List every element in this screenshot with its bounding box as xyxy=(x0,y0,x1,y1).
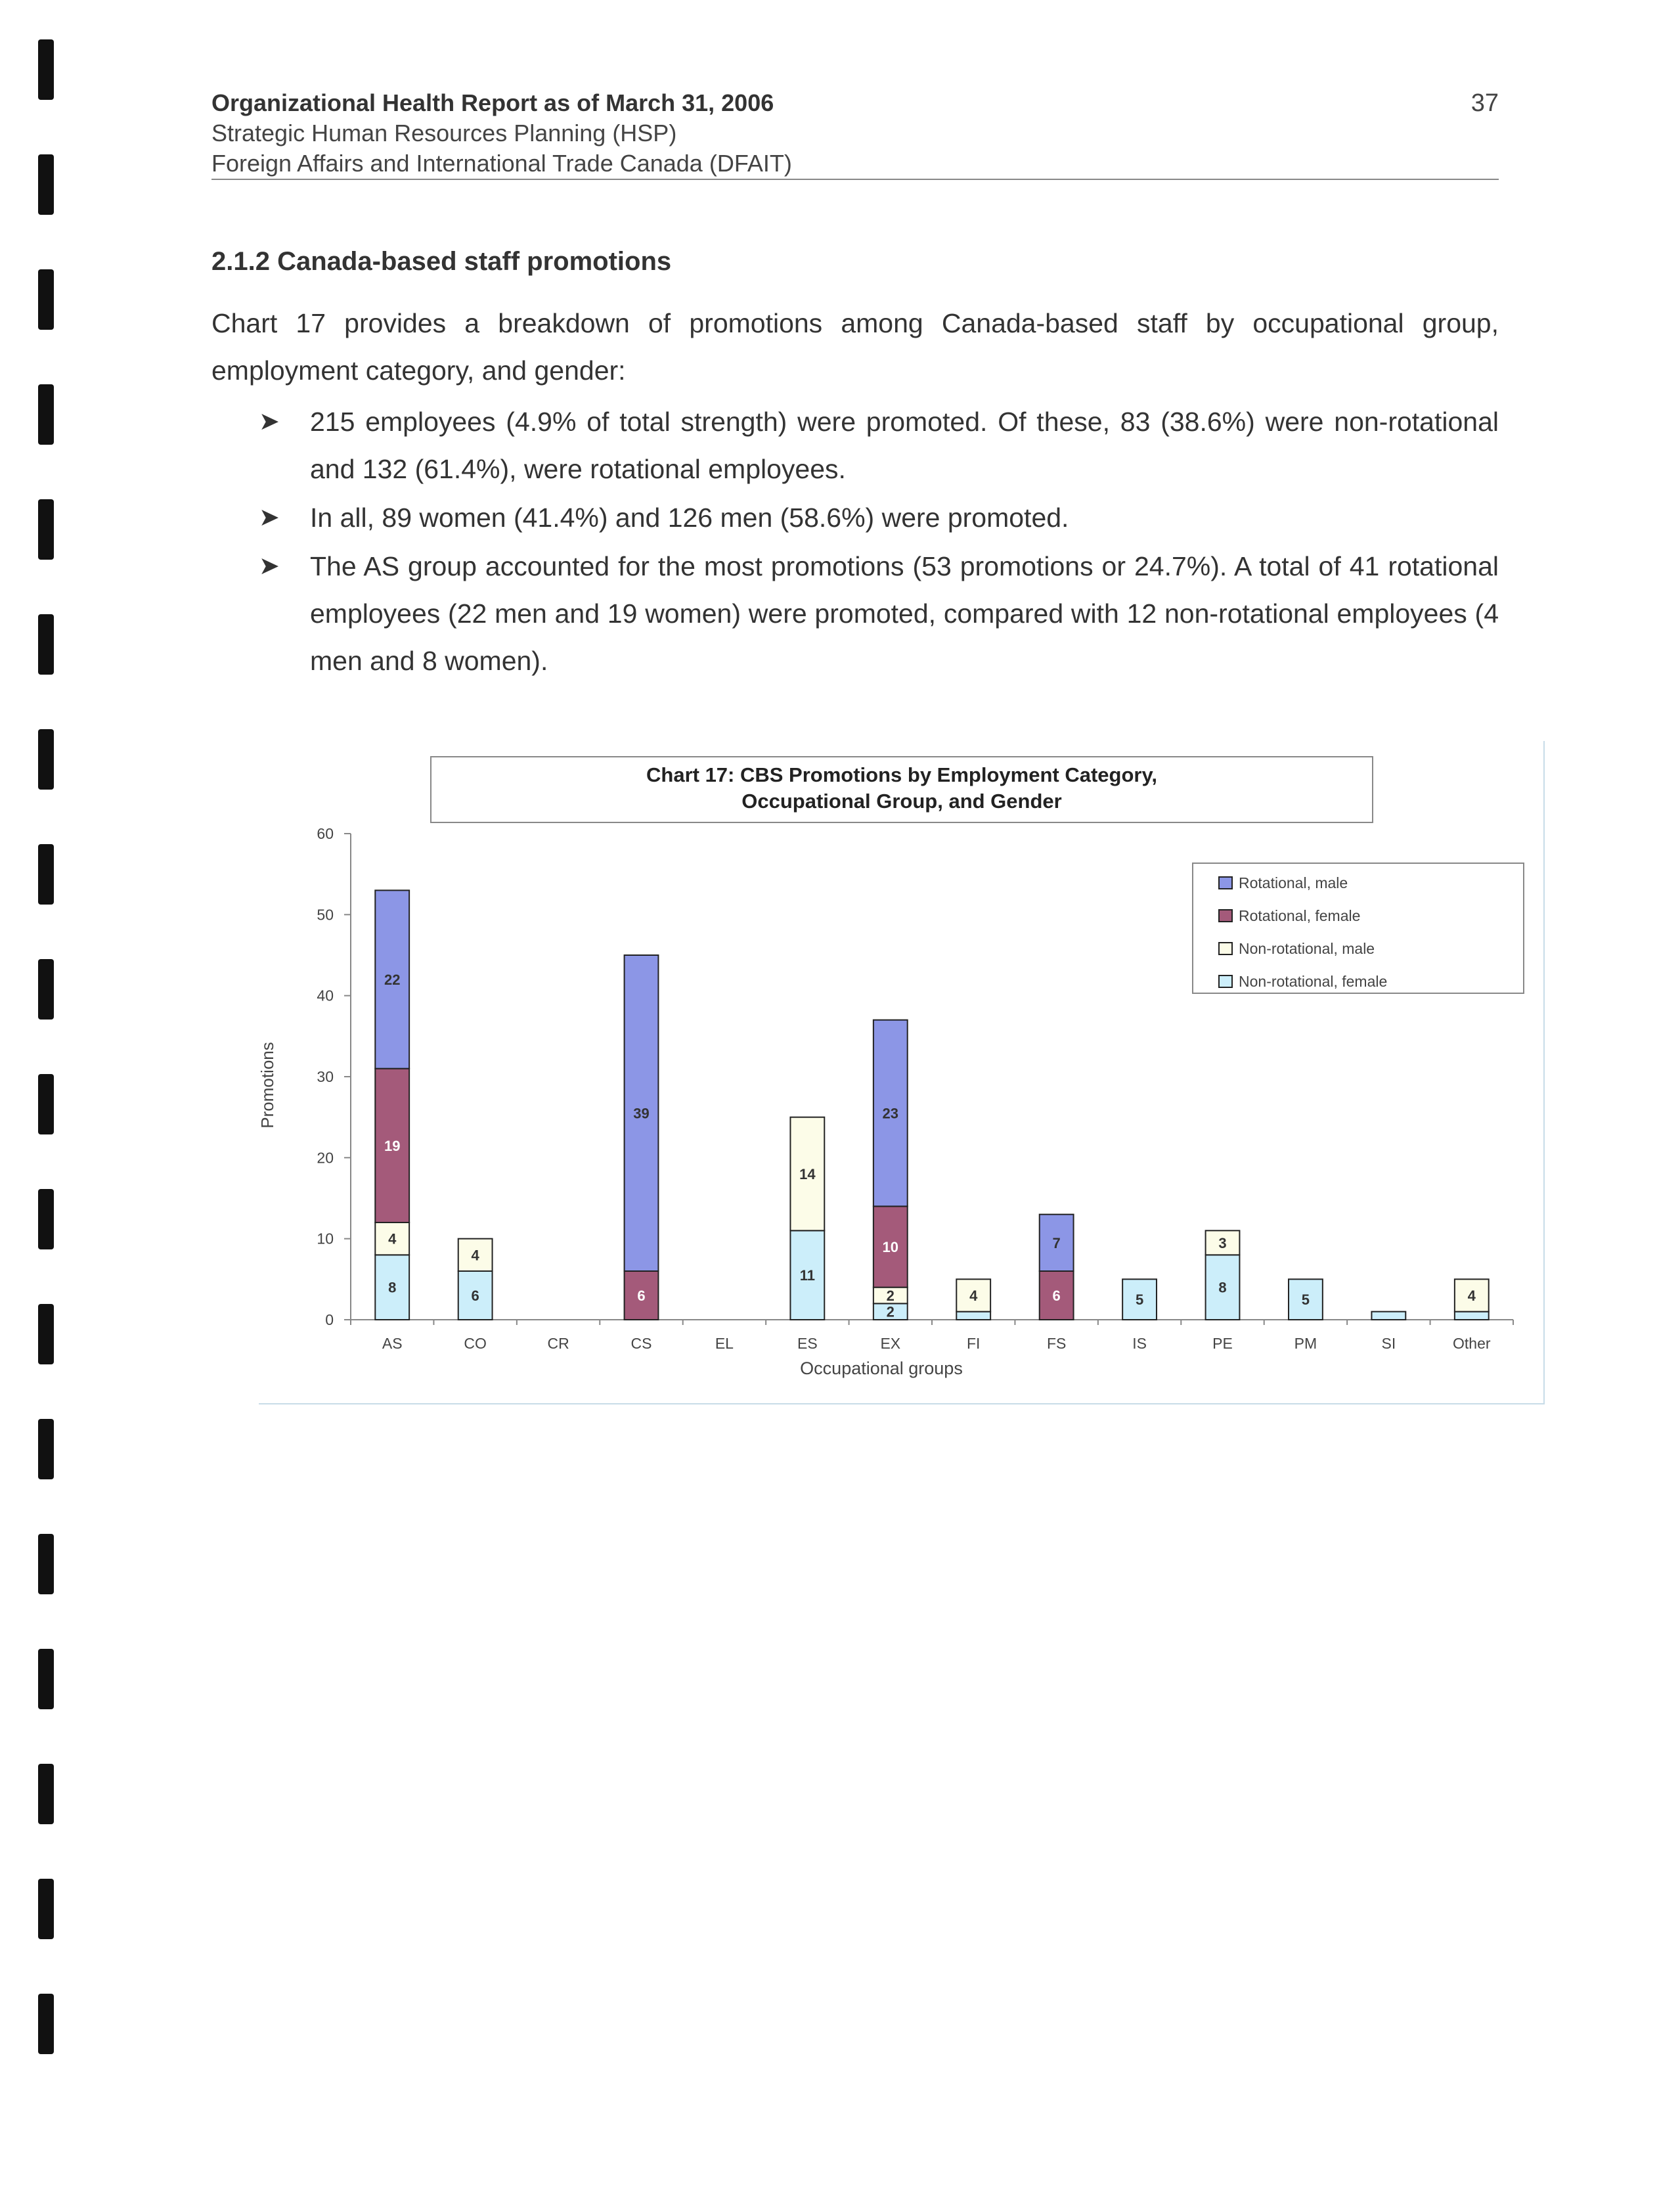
arrow-bullet-icon: ➤ xyxy=(259,504,280,531)
bullet-list xyxy=(211,398,1499,686)
binding-hole xyxy=(38,614,54,675)
bar-data-label: 4 xyxy=(471,1247,479,1264)
legend-swatch xyxy=(1219,877,1232,889)
binding-holes xyxy=(38,39,64,2168)
bar-segment xyxy=(1371,1312,1405,1320)
x-tick-label: CS xyxy=(630,1335,652,1352)
bar-data-label: 6 xyxy=(637,1288,646,1304)
bar-data-label: 5 xyxy=(1135,1291,1144,1309)
bullet-item xyxy=(211,543,1499,684)
chart-title-line-1: Chart 17: CBS Promotions by Employment Category, xyxy=(646,763,1157,786)
binding-hole xyxy=(38,1419,54,1479)
report-title: Organizational Health Report as of March 31, 2006 xyxy=(211,89,774,116)
bar-data-label: 19 xyxy=(384,1137,401,1154)
bar-segment xyxy=(1455,1312,1489,1320)
binding-hole xyxy=(38,1189,54,1249)
report-department: Foreign Affairs and International Trade Canada (DFAIT) xyxy=(211,150,792,177)
chart-frame xyxy=(259,741,1545,1404)
bar-data-label: 14 xyxy=(799,1166,816,1182)
bar-data-label: 8 xyxy=(388,1279,397,1296)
bar-data-label: 11 xyxy=(799,1267,815,1284)
x-tick-label: ES xyxy=(797,1335,818,1352)
report-division: Strategic Human Resources Planning (HSP) xyxy=(211,120,677,146)
binding-hole xyxy=(38,1764,54,1824)
bar-data-label: 4 xyxy=(969,1288,978,1304)
binding-hole xyxy=(38,1649,54,1709)
binding-hole xyxy=(38,269,54,330)
x-tick-label: FS xyxy=(1046,1335,1067,1352)
y-tick-label: 10 xyxy=(317,1230,334,1247)
y-tick-label: 40 xyxy=(317,987,334,1004)
bar-segment xyxy=(956,1312,990,1320)
arrow-bullet-icon: ➤ xyxy=(259,408,280,436)
x-tick-label: AS xyxy=(382,1335,403,1352)
y-tick-label: 30 xyxy=(317,1068,334,1085)
page-number: 37 xyxy=(1470,89,1499,117)
binding-hole xyxy=(38,1994,54,2054)
bullet-text: 215 employees (4.9% of total strength) were promoted. Of these, 83 (38.6%) were non-rotational and 132 (61.4%), were rotational employees. xyxy=(310,407,1499,484)
y-tick-label: 50 xyxy=(317,906,334,924)
x-tick-label: PM xyxy=(1294,1335,1317,1352)
bar-data-label: 4 xyxy=(1467,1288,1476,1304)
x-tick-label: FI xyxy=(966,1335,981,1352)
x-tick-label: CR xyxy=(547,1335,569,1352)
bullet-item xyxy=(211,494,1499,541)
legend-swatch xyxy=(1219,976,1232,987)
y-tick-label: 0 xyxy=(325,1311,334,1328)
x-tick-label: EL xyxy=(715,1335,734,1352)
binding-hole xyxy=(38,499,54,560)
y-tick-label: 60 xyxy=(317,825,334,842)
legend-swatch xyxy=(1219,910,1232,922)
binding-hole xyxy=(38,1304,54,1364)
binding-hole xyxy=(38,1879,54,1939)
page-header xyxy=(211,89,1499,177)
bar-data-label: 39 xyxy=(633,1105,650,1122)
section-heading: 2.1.2 Canada-based staff promotions xyxy=(211,247,672,276)
arrow-bullet-icon: ➤ xyxy=(259,552,280,580)
bullet-text: In all, 89 women (41.4%) and 126 men (58.6%) were promoted. xyxy=(310,503,1069,533)
bar-data-label: 6 xyxy=(1052,1288,1061,1304)
binding-hole xyxy=(38,1534,54,1594)
x-tick-label: Other xyxy=(1453,1335,1491,1352)
section-heading-wrap xyxy=(211,247,1499,277)
legend-swatch xyxy=(1219,943,1232,954)
bar-data-label: 2 xyxy=(886,1303,895,1320)
legend-label: Rotational, male xyxy=(1239,874,1348,891)
y-axis-label: Promotions xyxy=(259,1042,277,1129)
y-tick-label: 20 xyxy=(317,1149,334,1167)
x-tick-label: EX xyxy=(880,1335,901,1352)
bar-data-label: 3 xyxy=(1218,1234,1227,1251)
chart-legend xyxy=(1193,863,1524,993)
binding-hole xyxy=(38,1074,54,1134)
promotions-chart xyxy=(259,741,1543,1403)
binding-hole xyxy=(38,844,54,905)
binding-hole xyxy=(38,384,54,445)
x-axis-label: Occupational groups xyxy=(800,1358,963,1378)
legend-label: Non-rotational, female xyxy=(1239,973,1388,990)
bar-data-label: 22 xyxy=(384,972,401,988)
binding-hole xyxy=(38,729,54,790)
binding-hole xyxy=(38,959,54,1020)
legend-label: Non-rotational, male xyxy=(1239,940,1375,957)
bar-data-label: 10 xyxy=(882,1239,899,1255)
legend-label: Rotational, female xyxy=(1239,907,1361,924)
header-rule xyxy=(211,179,1499,180)
x-tick-label: IS xyxy=(1132,1335,1147,1352)
bar-data-label: 2 xyxy=(886,1288,895,1304)
binding-hole xyxy=(38,39,54,100)
x-tick-label: PE xyxy=(1212,1335,1233,1352)
bar-data-label: 4 xyxy=(388,1230,397,1247)
bullet-text: The AS group accounted for the most promotions (53 promotions or 24.7%). A total of 41 rotational employees (22 men and 19 women) were promoted, compared with 12 non-rotational employees (4 men and 8 women). xyxy=(310,551,1499,676)
x-tick-label: CO xyxy=(464,1335,487,1352)
chart-title-line-2: Occupational Group, and Gender xyxy=(741,790,1062,813)
intro-paragraph: Chart 17 provides a breakdown of promotions among Canada-based staff by occupational group, employment category, and gender: xyxy=(211,308,1499,386)
binding-hole xyxy=(38,154,54,215)
bar-data-label: 6 xyxy=(471,1288,479,1304)
bar-data-label: 23 xyxy=(882,1105,899,1122)
bar-data-label: 5 xyxy=(1301,1291,1310,1309)
bullet-item xyxy=(211,398,1499,493)
bar-data-label: 8 xyxy=(1218,1279,1227,1296)
bar-data-label: 7 xyxy=(1052,1234,1061,1251)
x-tick-label: SI xyxy=(1381,1335,1396,1352)
